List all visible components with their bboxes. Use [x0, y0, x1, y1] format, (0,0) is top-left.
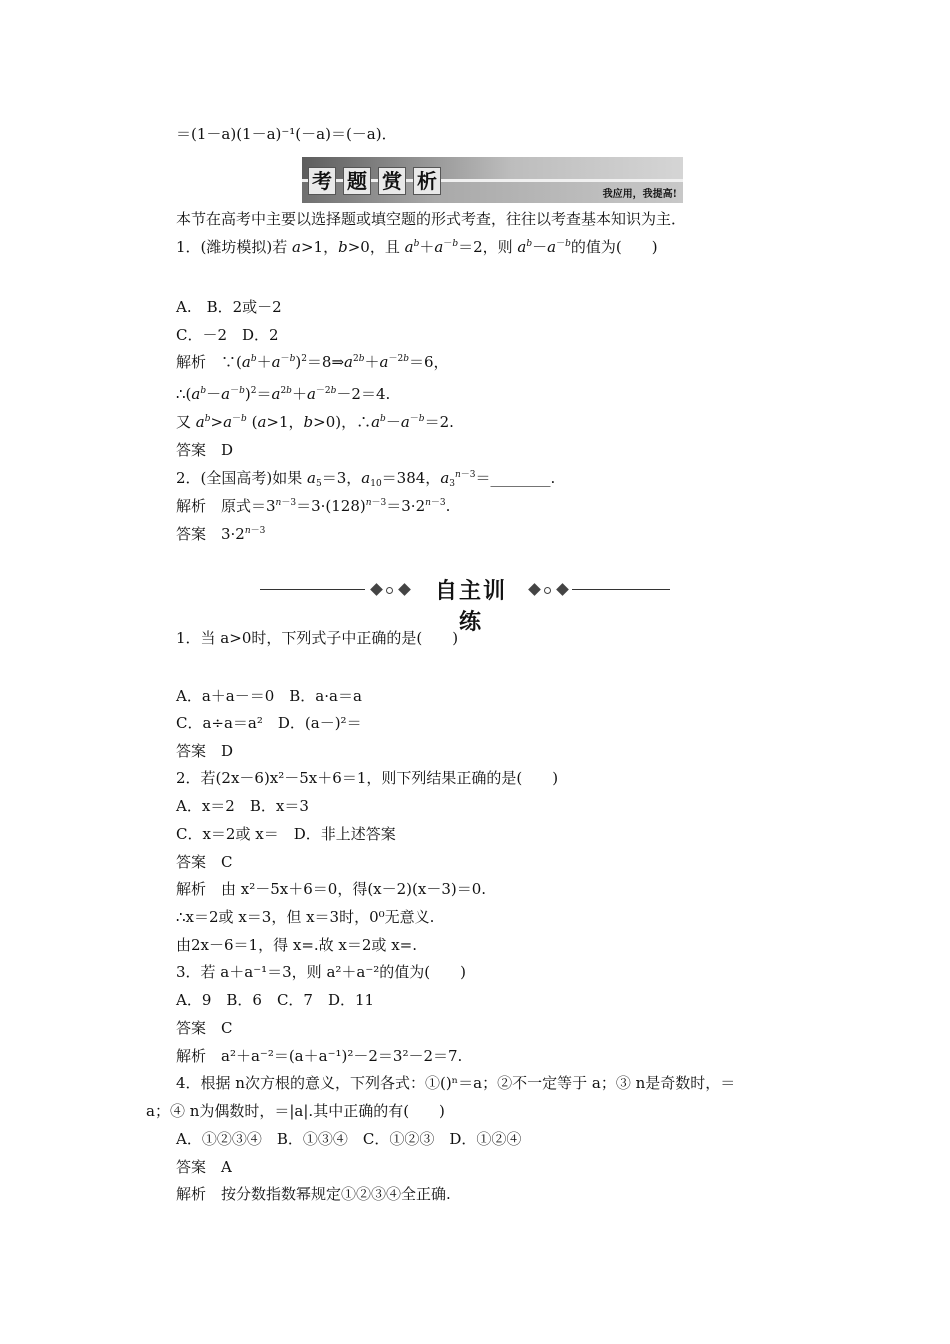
exam-question-2: 2．(全国高考)如果 $a_5=3$，$a_{10}=384$，$a_3^{n-3}=\_\_\_\_\_\_\_\_$. — [176, 469, 556, 489]
ornament-dot-icon — [544, 587, 551, 594]
banner-char-4: 析 — [413, 167, 441, 195]
section-header — [260, 572, 670, 635]
exam-q1-solution-1: 解析 $\because(a^b+a^{-b})^2=8\Rightarrow a^{2b}+a^{-2b}=6$， — [176, 353, 449, 371]
exam-q2-solution: 解析 原式$=3^{n-3}=3\cdot(128)^{n-3}=3\cdot 2^{n-3}$. — [176, 497, 451, 515]
exam-q1-answer: 答案 D — [176, 441, 234, 459]
train-question-4: 4．根据 n次方根的意义，下列各式：①()ⁿ＝a；②不一定等于 a；③ n是奇数时，＝ — [176, 1074, 736, 1092]
exam-question-1: 1．(潍坊模拟)若 a>1，b>0，且 $a^b+a^{-b}=2$，则 $a^b-a^{-b}$的值为( ) — [176, 238, 658, 256]
section-rule-left — [260, 589, 365, 590]
ornament-dot-icon — [386, 587, 393, 594]
train-q1-answer: 答案 D — [176, 742, 234, 760]
train-q2-options-2: C．x＝2或 x＝ D．非上述答案 — [176, 825, 396, 843]
section-rule-right — [572, 589, 670, 590]
train-q3-solution: 解析 a²＋a⁻²＝(a＋a⁻¹)²－2＝3²－2＝7. — [176, 1047, 463, 1065]
exam-q2-answer: 答案 $3\cdot 2^{n-3}$ — [176, 525, 266, 543]
train-q1-options-2: C．a÷a＝a² D．(a－)²＝ — [176, 714, 362, 732]
train-q4-options: A．①②③④ B．①③④ C．①②③ D．①②④ — [176, 1130, 522, 1148]
train-q2-options-1: A．x＝2 B．x＝3 — [176, 797, 309, 815]
train-q3-answer: 答案 C — [176, 1019, 233, 1037]
section-title: 自主训练 — [434, 579, 507, 635]
train-q2-solution-2: ∴x＝2或 x＝3，但 x＝3时，0⁰无意义. — [176, 908, 435, 926]
ornament-diamond-icon — [556, 583, 569, 596]
banner-char-1: 考 — [308, 167, 336, 195]
section-banner — [302, 157, 683, 203]
train-q3-options: A．9 B．6 C．7 D．11 — [176, 991, 375, 1009]
banner-char-3: 赏 — [378, 167, 406, 195]
exam-q1-solution-3: 又 $a^b>a^{-b}$ (a>1，b>0)，$\therefore a^b-a^{-b}=2$. — [176, 413, 454, 431]
train-question-2: 2．若(2x－6)x²－5x＋6＝1，则下列结果正确的是( ) — [176, 769, 559, 787]
train-q2-answer: 答案 C — [176, 853, 233, 871]
banner-char-2: 题 — [343, 167, 371, 195]
train-question-4-cont: a；④ n为偶数时，＝|a|.其中正确的有( ) — [146, 1102, 445, 1120]
banner-slogan: 我应用，我提高! — [602, 189, 677, 200]
ornament-diamond-icon — [398, 583, 411, 596]
train-q1-options-1: A．a＋a－＝0 B．a·a＝a — [176, 687, 362, 705]
exam-q1-options-2: C．－2 D．2 — [176, 326, 279, 344]
exam-q1-solution-2: $\therefore(a^b-a^{-b})^2=a^{2b}+a^{-2b}-2=4$. — [176, 385, 391, 403]
solution-continuation: ＝(1－a)(1－a)⁻¹(－a)＝(－a)． — [176, 125, 397, 143]
train-q2-solution-3: 由2x－6＝1，得 x=.故 x＝2或 x=. — [176, 936, 417, 954]
train-question-3: 3．若 a＋a⁻¹＝3，则 a²＋a⁻²的值为( ) — [176, 963, 466, 981]
ornament-diamond-icon — [528, 583, 541, 596]
intro-text: 本节在高考中主要以选择题或填空题的形式考查，往往以考查基本知识为主． — [176, 210, 687, 228]
train-q4-solution: 解析 按分数指数幂规定①②③④全正确. — [176, 1185, 451, 1203]
train-q4-answer: 答案 A — [176, 1158, 232, 1176]
train-question-1: 1．当 a>0时，下列式子中正确的是( ) — [176, 629, 459, 647]
exam-q1-options-1: A. B．2或－2 — [176, 298, 282, 316]
ornament-diamond-icon — [370, 583, 383, 596]
train-q2-solution-1: 解析 由 x²－5x＋6＝0，得(x－2)(x－3)＝0. — [176, 880, 487, 898]
